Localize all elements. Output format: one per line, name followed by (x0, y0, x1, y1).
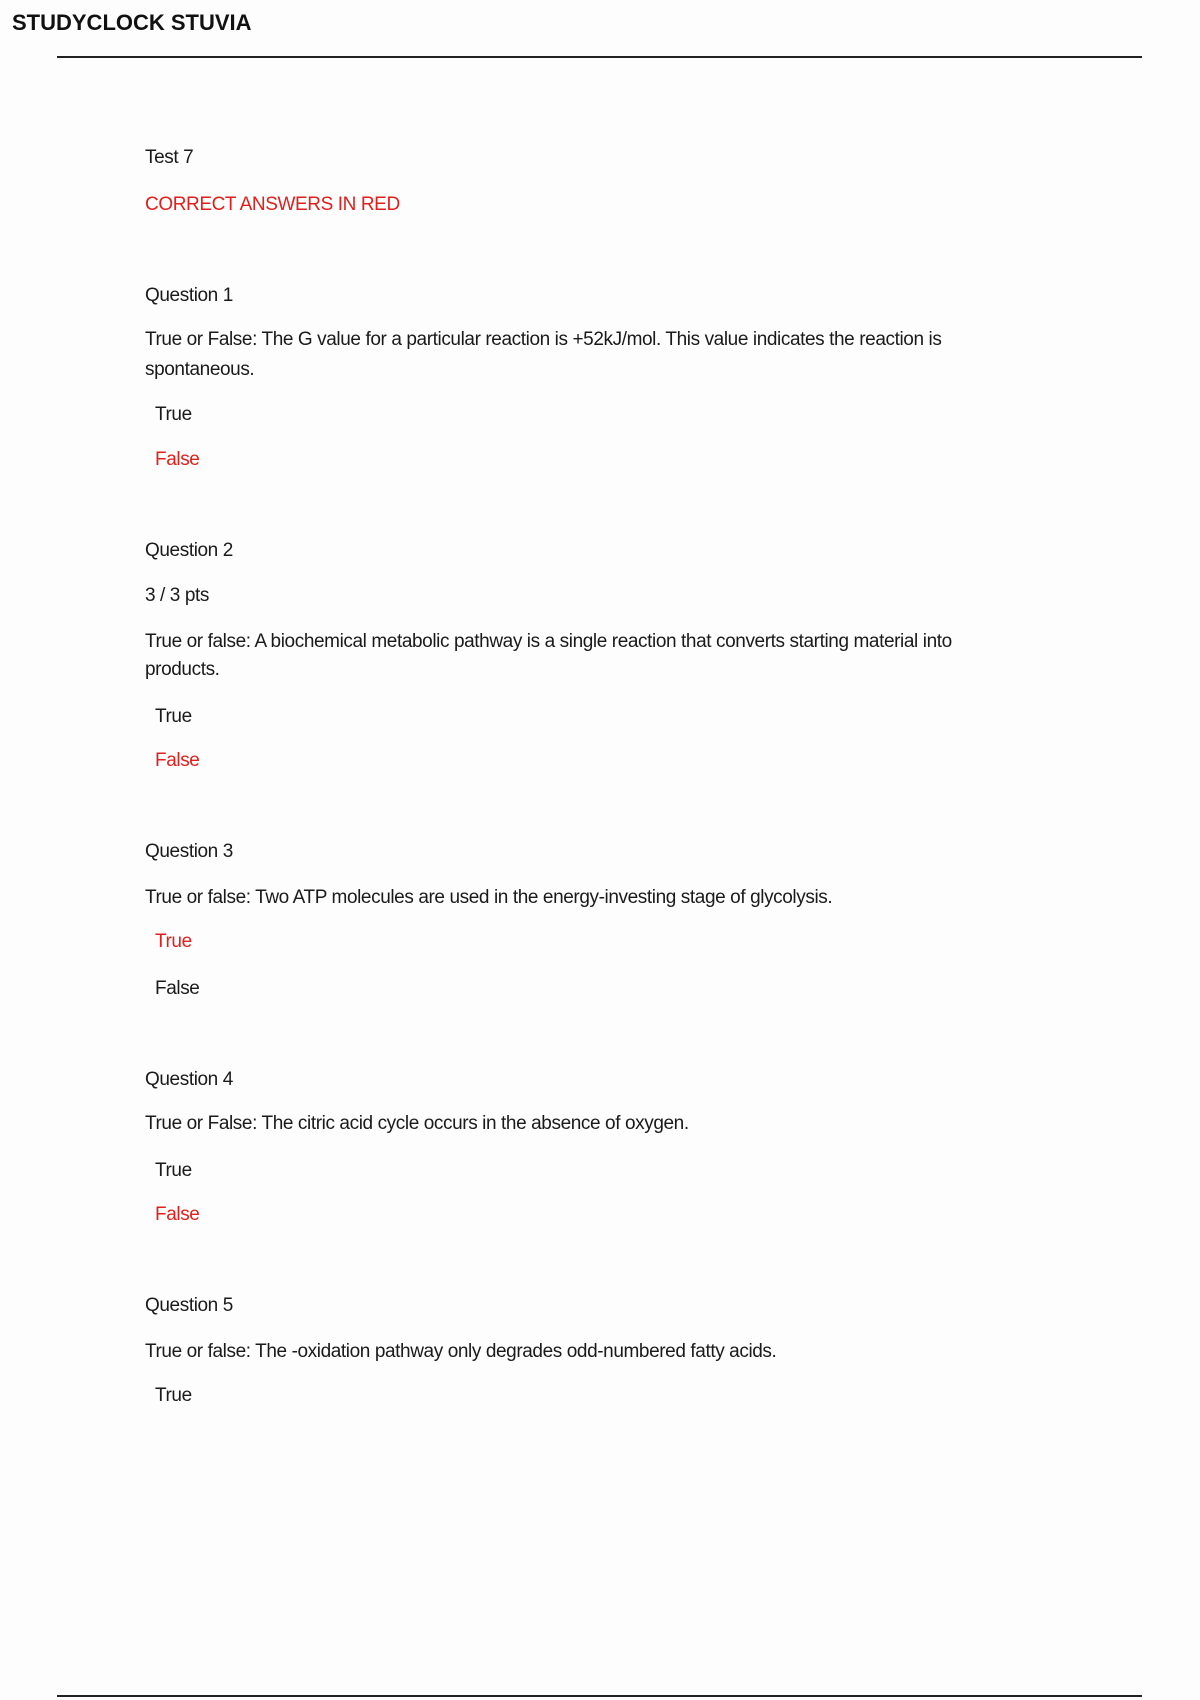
question-2-option-true: True (155, 706, 192, 727)
question-3-text: True or false: Two ATP molecules are used in the energy-investing stage of glycolysis. (145, 887, 833, 908)
question-4-label: Question 4 (145, 1069, 233, 1090)
question-3-option-false: False (155, 978, 200, 999)
question-2-label: Question 2 (145, 540, 233, 561)
test-title: Test 7 (145, 147, 194, 168)
question-2-points: 3 / 3 pts (145, 585, 209, 606)
footer-divider (57, 1695, 1142, 1697)
question-3-label: Question 3 (145, 841, 233, 862)
question-2-option-false-correct: False (155, 750, 200, 771)
question-5-text: True or false: The -oxidation pathway only degrades odd-numbered fatty acids. (145, 1341, 777, 1362)
question-1-text: spontaneous. (145, 359, 255, 380)
brand-header: STUDYCLOCK STUVIA (12, 10, 252, 35)
question-2-text: True or false: A biochemical metabolic pathway is a single reaction that converts starting material into (145, 631, 952, 652)
question-1-text: True or False: The G value for a particular reaction is +52kJ/mol. This value indicates the reaction is (145, 329, 942, 350)
question-1-label: Question 1 (145, 285, 233, 306)
correct-answers-note: CORRECT ANSWERS IN RED (145, 194, 400, 215)
question-3-option-true-correct: True (155, 931, 192, 952)
question-2-text: products. (145, 659, 220, 680)
question-5-option-true: True (155, 1385, 192, 1406)
question-1-option-false-correct: False (155, 449, 200, 470)
question-4-text: True or False: The citric acid cycle occurs in the absence of oxygen. (145, 1113, 689, 1134)
question-1-option-true: True (155, 404, 192, 425)
header-divider (57, 56, 1142, 58)
question-4-option-true: True (155, 1160, 192, 1181)
question-4-option-false-correct: False (155, 1204, 200, 1225)
question-5-label: Question 5 (145, 1295, 233, 1316)
